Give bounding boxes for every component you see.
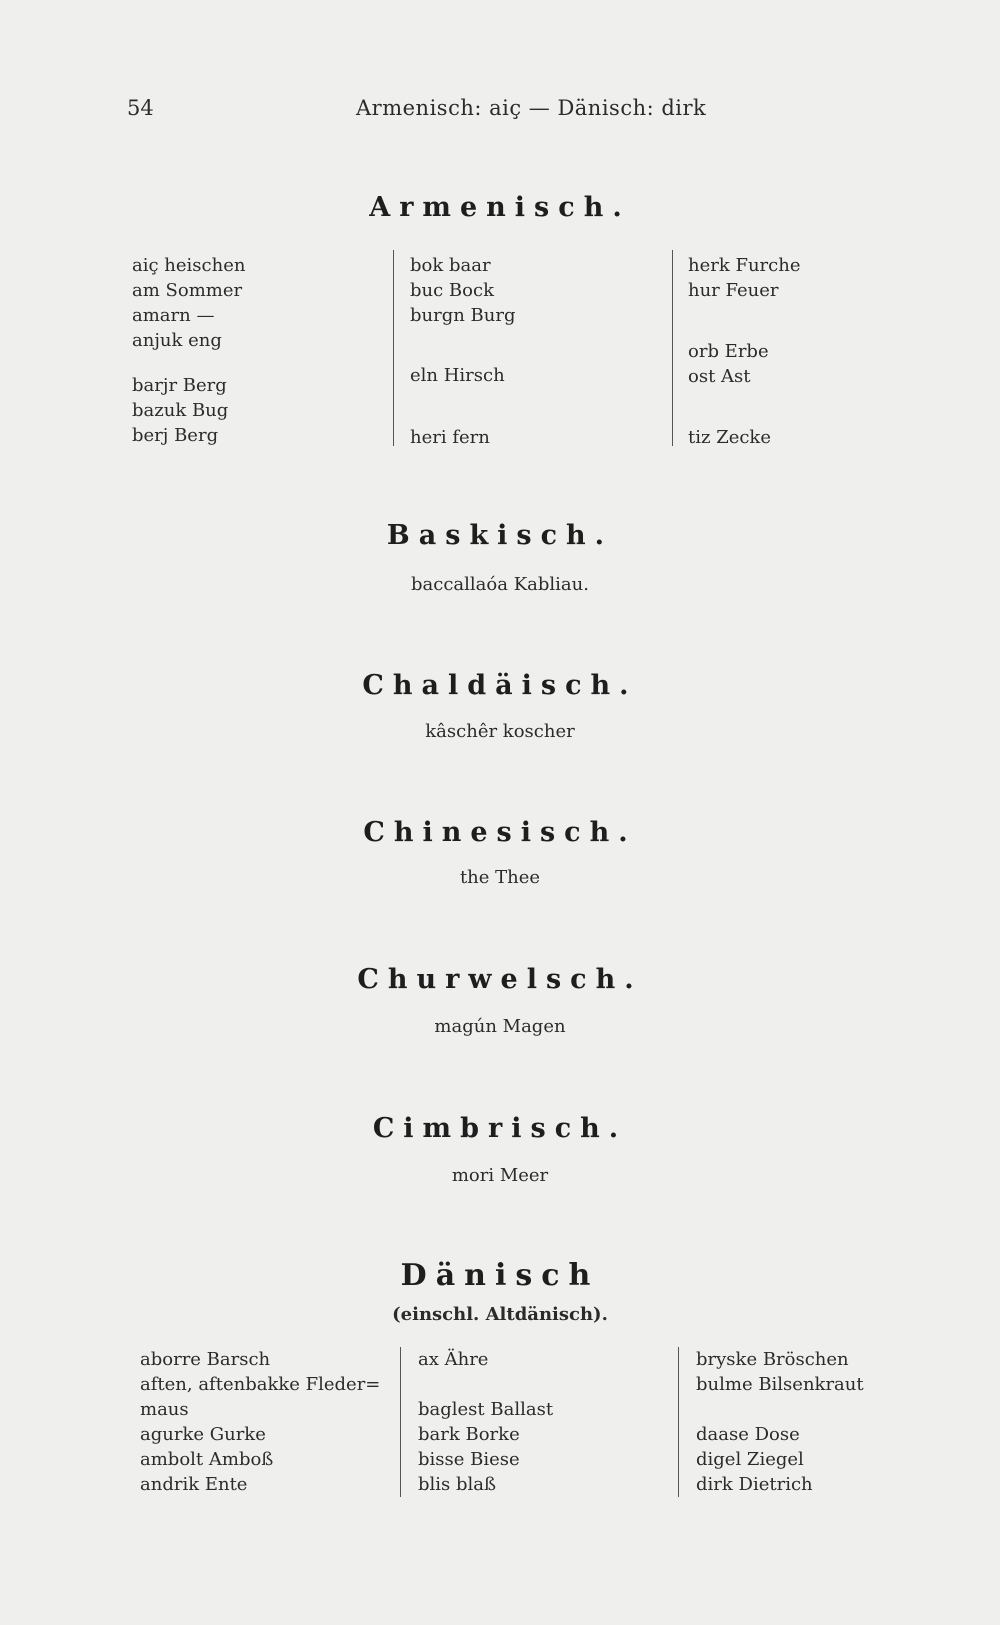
entry: tiz Zecke xyxy=(688,427,771,448)
chinesisch-entry: the Thee xyxy=(459,867,541,888)
daenisch-subtitle: (einschl. Altdänisch). xyxy=(392,1304,608,1325)
section-title-churwelsch: Churwelsch. xyxy=(357,964,643,995)
entry: amarn — xyxy=(132,305,215,326)
daenisch-column-2 xyxy=(418,1347,658,1497)
armenisch-column-1 xyxy=(132,253,372,453)
section-title-chinesisch: Chinesisch. xyxy=(363,817,637,848)
armenisch-column-3 xyxy=(688,253,928,453)
entry: heri fern xyxy=(410,427,490,448)
entry: bulme Bilsenkraut xyxy=(696,1374,864,1395)
page-number: 54 xyxy=(127,96,154,120)
section-title-baskisch: Baskisch. xyxy=(386,520,614,551)
churwelsch-entry: magún Magen xyxy=(434,1016,566,1037)
daenisch-column-3 xyxy=(696,1347,956,1497)
column-divider xyxy=(678,1347,679,1497)
daenisch-column-1 xyxy=(140,1347,390,1497)
entry: burgn Burg xyxy=(410,305,516,326)
entry: agurke Gurke xyxy=(140,1424,266,1445)
entry: daase Dose xyxy=(696,1424,800,1445)
entry: maus xyxy=(140,1399,189,1420)
chaldaeisch-entry: kâschêr koscher xyxy=(425,721,575,742)
entry: am Sommer xyxy=(132,280,243,301)
entry: ax Ähre xyxy=(418,1349,489,1370)
entry: bisse Biese xyxy=(418,1449,520,1470)
entry: eln Hirsch xyxy=(410,365,505,386)
entry: bazuk Bug xyxy=(132,400,229,421)
entry: dirk Dietrich xyxy=(696,1474,813,1495)
entry: aiç heischen xyxy=(132,255,246,276)
entry: ambolt Amboß xyxy=(140,1449,274,1470)
entry: baglest Ballast xyxy=(418,1399,554,1420)
entry: hur Feuer xyxy=(688,280,779,301)
column-divider xyxy=(672,250,673,446)
entry: ost Ast xyxy=(688,366,751,387)
entry: aften, aftenbakke Fleder= xyxy=(140,1374,381,1395)
entry: bryske Bröschen xyxy=(696,1349,849,1370)
entry: orb Erbe xyxy=(688,341,769,362)
entry: blis blaß xyxy=(418,1474,497,1495)
entry: bok baar xyxy=(410,255,491,276)
entry: berj Berg xyxy=(132,425,219,446)
entry: aborre Barsch xyxy=(140,1349,271,1370)
column-divider xyxy=(393,250,394,446)
entry: buc Bock xyxy=(410,280,494,301)
section-title-chaldaeisch: Chaldäisch. xyxy=(362,670,638,701)
running-title: Armenisch: aiç — Dänisch: dirk xyxy=(356,96,707,120)
section-title-armenisch: Armenisch. xyxy=(369,192,631,223)
cimbrisch-entry: mori Meer xyxy=(451,1165,549,1186)
entry: bark Borke xyxy=(418,1424,520,1445)
column-divider xyxy=(400,1347,401,1497)
entry: digel Ziegel xyxy=(696,1449,804,1470)
armenisch-column-2 xyxy=(410,253,650,453)
entry: andrik Ente xyxy=(140,1474,248,1495)
entry: barjr Berg xyxy=(132,375,227,396)
entry: anjuk eng xyxy=(132,330,222,351)
section-title-daenisch: Dänisch xyxy=(400,1258,600,1293)
entry: herk Furche xyxy=(688,255,801,276)
baskisch-entry: baccallaóa Kabliau. xyxy=(411,574,589,595)
page-header xyxy=(0,96,1000,128)
section-title-cimbrisch: Cimbrisch. xyxy=(372,1113,628,1144)
